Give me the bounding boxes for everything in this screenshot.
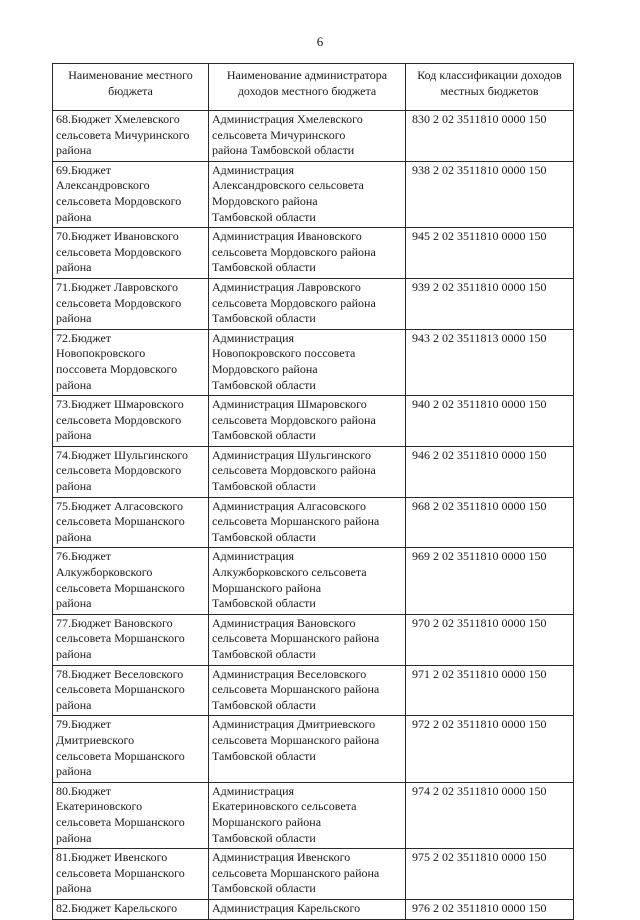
table-row — [53, 665, 574, 716]
classification-code-cell: 939 2 02 3511810 0000 150 — [406, 278, 574, 329]
administrator-cell: Администрация Веселовского сельсовета Моршанского района Тамбовской области — [209, 665, 406, 716]
table-row — [53, 228, 574, 279]
budget-name-cell: 76.Бюджет Алкужборковского сельсовета Моршанского района — [53, 548, 209, 614]
budget-revenue-table — [52, 63, 574, 920]
table-row — [53, 111, 574, 162]
budget-name-cell: 82.Бюджет Карельского — [53, 899, 209, 919]
budget-name-cell: 79.Бюджет Дмитриевского сельсовета Моршанского района — [53, 716, 209, 782]
table-row — [53, 396, 574, 447]
budget-name-cell: 71.Бюджет Лавровского сельсовета Мордовского района — [53, 278, 209, 329]
classification-code-cell: 970 2 02 3511810 0000 150 — [406, 614, 574, 665]
table-row — [53, 329, 574, 395]
classification-code-cell: 971 2 02 3511810 0000 150 — [406, 665, 574, 716]
budget-name-cell: 73.Бюджет Шмаровского сельсовета Мордовского района — [53, 396, 209, 447]
classification-code-cell: 945 2 02 3511810 0000 150 — [406, 228, 574, 279]
classification-code-cell: 968 2 02 3511810 0000 150 — [406, 497, 574, 548]
administrator-cell: Администрация Карельского — [209, 899, 406, 919]
classification-code-cell: 946 2 02 3511810 0000 150 — [406, 446, 574, 497]
administrator-cell: Администрация Ивановского сельсовета Мордовского района Тамбовской области — [209, 228, 406, 279]
budget-name-cell: 68.Бюджет Хмелевского сельсовета Мичуринского района — [53, 111, 209, 162]
budget-name-cell: 81.Бюджет Ивенского сельсовета Моршанского района — [53, 849, 209, 900]
classification-code-cell: 938 2 02 3511810 0000 150 — [406, 161, 574, 227]
budget-name-cell: 69.Бюджет Александровского сельсовета Мордовского района — [53, 161, 209, 227]
header-classification-code: Код классификации доходов местных бюджетов — [406, 64, 574, 111]
classification-code-cell: 969 2 02 3511810 0000 150 — [406, 548, 574, 614]
budget-name-cell: 70.Бюджет Ивановского сельсовета Мордовского района — [53, 228, 209, 279]
classification-code-cell: 972 2 02 3511810 0000 150 — [406, 716, 574, 782]
table-header-row — [53, 64, 574, 111]
table-row — [53, 614, 574, 665]
administrator-cell: Администрация Алкужборковского сельсовета Моршанского района Тамбовской области — [209, 548, 406, 614]
budget-name-cell: 78.Бюджет Веселовского сельсовета Моршанского района — [53, 665, 209, 716]
table-row — [53, 548, 574, 614]
administrator-cell: Администрация Хмелевского сельсовета Мичуринского района Тамбовской области — [209, 111, 406, 162]
table-row — [53, 716, 574, 782]
classification-code-cell: 975 2 02 3511810 0000 150 — [406, 849, 574, 900]
table-row — [53, 497, 574, 548]
header-budget-name: Наименование местного бюджета — [53, 64, 209, 111]
budget-name-cell: 80.Бюджет Екатериновского сельсовета Моршанского района — [53, 782, 209, 848]
table-row — [53, 899, 574, 919]
administrator-cell: Администрация Шмаровского сельсовета Мордовского района Тамбовской области — [209, 396, 406, 447]
classification-code-cell: 943 2 02 3511813 0000 150 — [406, 329, 574, 395]
budget-name-cell: 75.Бюджет Алгасовского сельсовета Моршанского района — [53, 497, 209, 548]
administrator-cell: Администрация Ивенского сельсовета Моршанского района Тамбовской области — [209, 849, 406, 900]
administrator-cell: Администрация Дмитриевского сельсовета Моршанского района Тамбовской области — [209, 716, 406, 782]
table-row — [53, 278, 574, 329]
administrator-cell: Администрация Александровского сельсовета Мордовского района Тамбовской области — [209, 161, 406, 227]
budget-name-cell: 72.Бюджет Новопокровского поссовета Мордовского района — [53, 329, 209, 395]
administrator-cell: Администрация Шульгинского сельсовета Мордовского района Тамбовской области — [209, 446, 406, 497]
table-row — [53, 849, 574, 900]
administrator-cell: Администрация Вановского сельсовета Моршанского района Тамбовской области — [209, 614, 406, 665]
administrator-cell: Администрация Новопокровского поссовета Мордовского района Тамбовской области — [209, 329, 406, 395]
budget-name-cell: 77.Бюджет Вановского сельсовета Моршанского района — [53, 614, 209, 665]
header-administrator-name: Наименование администратора доходов местного бюджета — [209, 64, 406, 111]
table-row — [53, 161, 574, 227]
page-number: 6 — [316, 34, 324, 49]
administrator-cell: Администрация Лавровского сельсовета Мордовского района Тамбовской области — [209, 278, 406, 329]
classification-code-cell: 974 2 02 3511810 0000 150 — [406, 782, 574, 848]
classification-code-cell: 830 2 02 3511810 0000 150 — [406, 111, 574, 162]
administrator-cell: Администрация Екатериновского сельсовета Моршанского района Тамбовской области — [209, 782, 406, 848]
administrator-cell: Администрация Алгасовского сельсовета Моршанского района Тамбовской области — [209, 497, 406, 548]
table-row — [53, 446, 574, 497]
classification-code-cell: 940 2 02 3511810 0000 150 — [406, 396, 574, 447]
classification-code-cell: 976 2 02 3511810 0000 150 — [406, 899, 574, 919]
table-row — [53, 782, 574, 848]
budget-name-cell: 74.Бюджет Шульгинского сельсовета Мордовского района — [53, 446, 209, 497]
